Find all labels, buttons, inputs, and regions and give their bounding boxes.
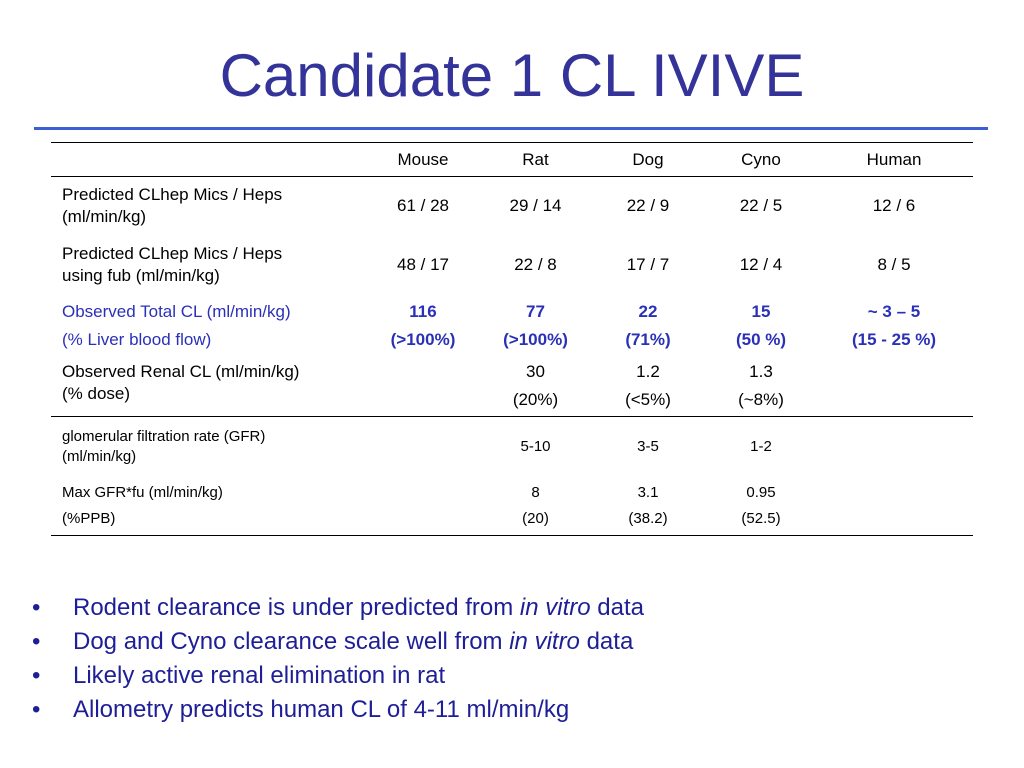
row-label-line: (ml/min/kg) — [62, 447, 137, 465]
row-label-line: Observed Total CL (ml/min/kg) — [62, 301, 291, 321]
row-label-line: (% Liver blood flow) — [62, 329, 212, 349]
cell-value: 8 — [531, 483, 540, 501]
table-cell: 12 / 6 — [872, 196, 916, 216]
cell-value: 22 — [638, 301, 658, 321]
table-cell: 22 / 9 — [626, 196, 670, 216]
title-divider — [34, 127, 988, 130]
column-header-mouse: Mouse — [364, 143, 482, 177]
row-label-clhep — [51, 177, 364, 236]
slide-title: Candidate 1 CL IVIVE — [219, 42, 805, 109]
table-cell: 48 / 17 — [397, 255, 449, 274]
cell-value: (20) — [522, 509, 549, 527]
row-label-clhep-fub — [51, 236, 364, 295]
cell-value: (52.5) — [741, 509, 781, 527]
column-header-rat: Rat — [482, 143, 589, 177]
table-cell — [589, 477, 707, 536]
bullet-italic-text: in vitro — [519, 594, 591, 621]
bullet-text: data — [579, 628, 634, 655]
bullet-text: Likely active renal elimination in rat — [73, 662, 446, 689]
table-row-gfr — [51, 417, 973, 477]
table-cell — [482, 477, 589, 536]
clearance-table — [51, 142, 973, 536]
table-cell — [589, 357, 707, 417]
table-cell — [707, 357, 815, 417]
bullet-text: Allometry predicts human CL of 4-11 ml/min/kg — [73, 696, 570, 723]
cell-value: (38.2) — [628, 509, 668, 527]
row-label-line: Predicted CLhep Mics / Heps — [62, 185, 283, 205]
bullet-item — [32, 659, 644, 693]
table-cell — [482, 295, 589, 357]
table-cell — [815, 357, 973, 417]
row-label-line: Observed Renal CL (ml/min/kg) — [62, 362, 300, 382]
bullet-text: Rodent clearance is under predicted from — [73, 594, 520, 621]
table-cell — [364, 357, 482, 417]
row-label-observed-renal — [51, 357, 364, 417]
column-header-dog: Dog — [589, 143, 707, 177]
column-header-cyno: Cyno — [707, 143, 815, 177]
table-cell — [364, 477, 482, 536]
table-cell — [815, 295, 973, 357]
cell-value: 77 — [526, 301, 545, 321]
cell-value: (50 %) — [735, 329, 787, 349]
cell-value: (>100%) — [390, 329, 456, 349]
cell-value: 116 — [409, 301, 437, 321]
row-label-gfr — [51, 417, 364, 477]
table-cell: 8 / 5 — [877, 255, 911, 274]
cell-value: 15 — [751, 301, 771, 321]
cell-value: (20%) — [512, 390, 559, 410]
bullet-italic-text: in vitro — [509, 628, 580, 655]
row-label-line: glomerular filtration rate (GFR) — [62, 427, 266, 445]
table-cell — [707, 477, 815, 536]
table-cell: 12 / 4 — [739, 255, 783, 274]
table-row-max-gfr — [51, 477, 973, 536]
bullet-list — [32, 591, 644, 727]
row-label-line: (%PPB) — [62, 509, 116, 527]
table-cell: 17 / 7 — [626, 255, 670, 274]
table-cell — [482, 357, 589, 417]
table-row-clhep — [51, 177, 973, 236]
table-cell — [815, 477, 973, 536]
cell-value: 1.2 — [636, 362, 660, 382]
row-label-line: (% dose) — [62, 384, 131, 404]
table-cell: 1-2 — [707, 417, 815, 477]
table-cell — [364, 295, 482, 357]
row-label-observed-total — [51, 295, 364, 357]
table-cell: 3-5 — [589, 417, 707, 477]
cell-value: 30 — [526, 362, 545, 382]
table-cell: 61 / 28 — [397, 196, 449, 216]
cell-value: 1.3 — [749, 362, 773, 382]
bullet-dot-icon: • — [32, 594, 41, 621]
column-header-blank — [51, 143, 364, 177]
table-header-row — [51, 143, 973, 177]
cell-value: (<5%) — [625, 390, 671, 410]
bullet-item — [32, 625, 644, 659]
row-label-line: Max GFR*fu (ml/min/kg) — [62, 483, 223, 501]
row-label-line: (ml/min/kg) — [62, 207, 147, 227]
bullet-text: data — [590, 594, 644, 621]
bullet-item — [32, 693, 644, 727]
table-row-observed-total — [51, 295, 973, 357]
table-cell — [707, 295, 815, 357]
cell-value: (71%) — [625, 329, 671, 349]
column-header-human: Human — [815, 143, 973, 177]
row-label-line: using fub (ml/min/kg) — [62, 266, 220, 285]
cell-value: 0.95 — [746, 483, 776, 501]
cell-value: (~8%) — [738, 390, 784, 410]
table-cell — [589, 295, 707, 357]
table-row-observed-renal — [51, 357, 973, 417]
bullet-dot-icon: • — [32, 696, 41, 723]
table-cell: 5-10 — [482, 417, 589, 477]
bullet-dot-icon: • — [32, 628, 41, 655]
bullet-text: Dog and Cyno clearance scale well from — [73, 628, 510, 655]
bullet-item — [32, 591, 644, 625]
table-row-clhep-fub — [51, 236, 973, 295]
table-cell: 22 / 8 — [514, 255, 557, 274]
cell-value: (15 - 25 %) — [851, 329, 937, 349]
cell-value: ~ 3 – 5 — [867, 301, 921, 321]
cell-value: 3.1 — [637, 483, 659, 501]
row-label-max-gfr — [51, 477, 364, 536]
row-label-line: Predicted CLhep Mics / Heps — [62, 244, 283, 263]
cell-value: (>100%) — [503, 329, 568, 349]
table-cell — [364, 417, 482, 477]
table-cell: 29 / 14 — [509, 196, 562, 216]
table-cell — [815, 417, 973, 477]
table-cell: 22 / 5 — [739, 196, 783, 216]
bullet-dot-icon: • — [32, 662, 41, 689]
